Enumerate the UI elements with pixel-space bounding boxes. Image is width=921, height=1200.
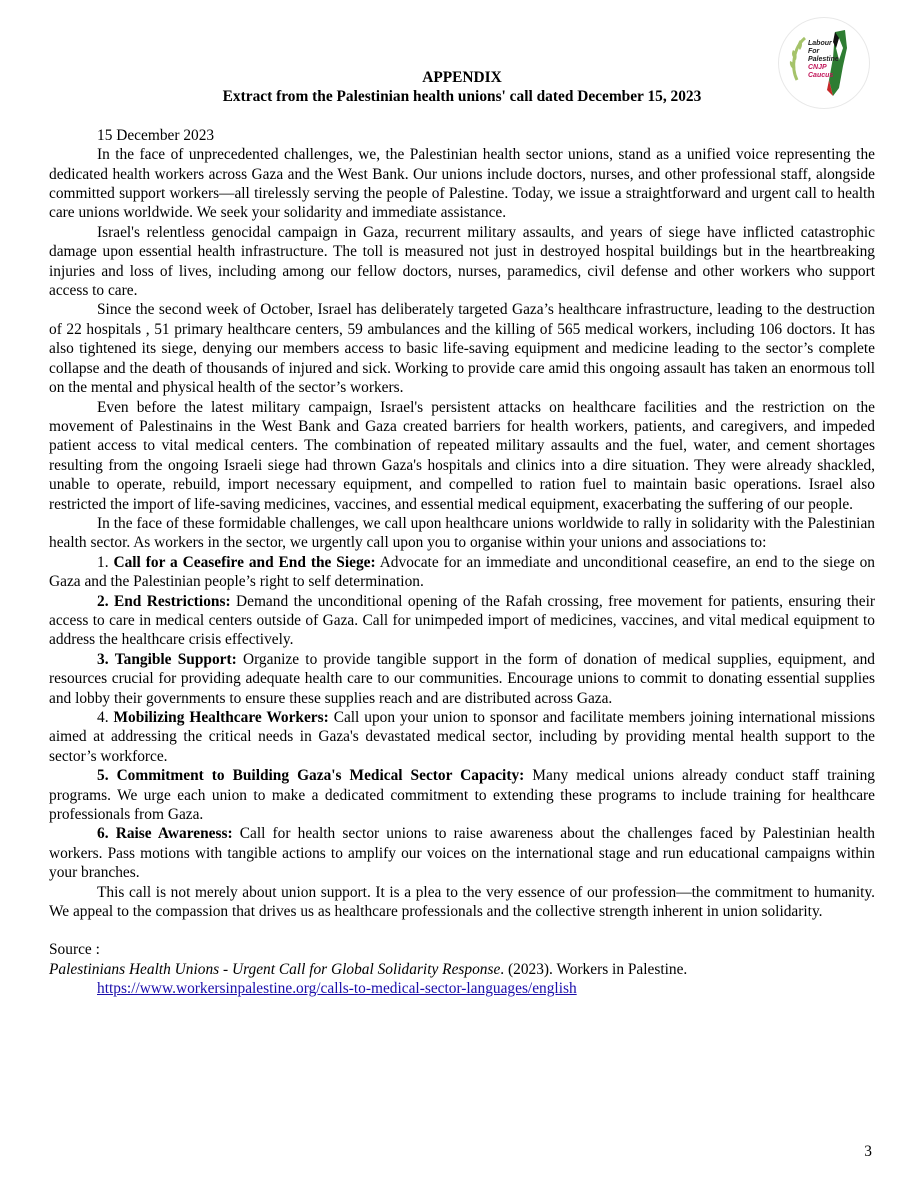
demand-item-6	[49, 824, 875, 882]
item-title: Tangible Support:	[114, 650, 237, 668]
item-number: 5.	[97, 767, 109, 785]
paragraph-4: Even before the latest military campaign, Israel's persistent attacks on healthcare facilities and the restriction on the movement of Palestinains in the West Bank and Gaza created barriers for health workers, patients, and caregivers, and impeded patient access to vital medical centers. The combination of repeated military assaults and the fuel, water, and cement shortages resulting from the ongoing Israeli siege had thrown Gaza's hospitals and clinics into a dire situation. They were already shackled, unable to operate, rebuild, import necessary equipment, and compelled to ration fuel to maintain basic operations. Israel also restricted the import of life-saving medicines, vaccines, and essential medical equipment, exacerbating the suffering of our people.	[49, 398, 875, 513]
item-title: Raise Awareness:	[115, 825, 233, 843]
page-title: APPENDIX	[422, 69, 502, 86]
source-link-line	[49, 979, 875, 998]
paragraph-5: In the face of these formidable challenges, we call upon healthcare unions worldwide to rally in solidarity with the Palestinian health sector. As workers in the sector, we urgently call upon you to organise within your unions and associations to:	[49, 514, 875, 552]
logo-line-3: Palestine	[808, 56, 839, 63]
demand-item-5	[49, 766, 875, 824]
source-details: . (2023). Workers in Palestine.	[500, 960, 688, 978]
demand-item-4	[49, 708, 875, 766]
item-text: Call upon your union to sponsor and facilitate members joining international missions aimed at addressing the critical needs in Gaza's devastated medical sector, including by providing mental health support to the sector’s workforce.	[49, 709, 875, 765]
item-title: End Restrictions:	[113, 592, 231, 610]
demand-item-3	[49, 650, 875, 708]
paragraph-3: Since the second week of October, Israel has deliberately targeted Gaza’s healthcare infrastructure, leading to the destruction of 22 hospitals , 51 primary healthcare centers, 59 ambulances and the killing of 565 medical workers, including 106 doctors. It has also tightened its siege, denying our members access to basic life-saving equipment and medicine leading to the sector’s complete collapse and the death of thousands of injured and sick. Working to provide care amid this ongoing assault has taken an enormous toll on the mental and physical health of the sector’s workers.	[49, 301, 875, 397]
source-title: Palestinians Health Unions - Urgent Call for Global Solidarity Response	[49, 960, 501, 978]
document-body	[49, 68, 875, 999]
item-text: Many medical unions already conduct staff training programs. We urge each union to make a dedicated commitment to extending these programs to include training for healthcare professionals from Gaza.	[49, 767, 875, 824]
item-text: Call for health sector unions to raise awareness about the challenges faced by Palestinian health workers. Pass motions with tangible actions to amplify our voices on the international stage and run educational campaigns within your branches.	[49, 825, 875, 882]
call-date: 15 December 2023	[97, 126, 215, 144]
paragraph-2: Israel's relentless genocidal campaign in Gaza, recurrent military assaults, and years of siege have inflicted catastrophic damage upon essential health infrastructure. The toll is measured not just in destroyed hospital buildings but in the heartbreaking injuries and loss of lives, including among our fellow doctors, nurses, paramedics, civil defense and other workers who support access to care.	[49, 223, 875, 300]
item-title: Commitment to Building Gaza's Medical Sector Capacity:	[116, 767, 525, 785]
logo-line-2: For	[808, 48, 820, 55]
source-reference	[49, 960, 875, 979]
paragraph-1: In the face of unprecedented challenges, we, the Palestinian health sector unions, stand as a unified voice representing the dedicated health workers across Gaza and the West Bank. Our unions include doctors, nurses, and other professional staff, alongside committed support workers—all tirelessly serving the people of Palestine. Today, we issue a straightforward and urgent call to health care unions worldwide. We seek your solidarity and immediate assistance.	[49, 146, 875, 222]
item-text: Demand the unconditional opening of the Rafah crossing, free movement for patients, ensuring their access to care in medical centers outside of Gaza. Call for unimpeded import of medicines, vaccines, and vital medical equipment to address the healthcare crisis effectively.	[49, 592, 875, 649]
logo-line-5: Caucus	[808, 72, 834, 79]
item-number: 2.	[97, 592, 109, 610]
item-number: 1.	[97, 553, 109, 571]
source-link[interactable]: https://www.workersinpalestine.org/calls-to-medical-sector-languages/english	[97, 980, 577, 998]
item-text: Organize to provide tangible support in the form of donation of medical supplies, equipment, and resources crucial for providing adequate health care to our communities. Encourage unions to commit to donating essential supplies and lobby their governments to ensure these supplies reach and are distributed across Gaza.	[49, 650, 875, 707]
logo-line-1: Labour	[808, 40, 832, 47]
item-title: Call for a Ceasefire and End the Siege:	[113, 553, 376, 571]
closing-paragraph: This call is not merely about union support. It is a plea to the very essence of our profession—the commitment to humanity. We appeal to the compassion that drives us as healthcare professionals and the collective strength inherent in union solidarity.	[49, 883, 875, 921]
item-number: 6.	[97, 825, 109, 843]
source-label: Source :	[49, 941, 100, 959]
item-number: 3.	[97, 650, 109, 668]
item-text: Advocate for an immediate and unconditional ceasefire, an end to the siege on Gaza and the Palestinian people’s right to self determination.	[49, 553, 876, 591]
item-number: 4.	[97, 709, 109, 726]
page-subtitle: Extract from the Palestinian health unions' call dated December 15, 2023	[222, 88, 702, 106]
demand-item-1	[49, 553, 875, 592]
page-number: 3	[864, 1143, 872, 1160]
logo-line-4: CNJP	[808, 64, 827, 71]
demand-item-2	[49, 592, 875, 650]
item-title: Mobilizing Healthcare Workers:	[113, 709, 329, 726]
